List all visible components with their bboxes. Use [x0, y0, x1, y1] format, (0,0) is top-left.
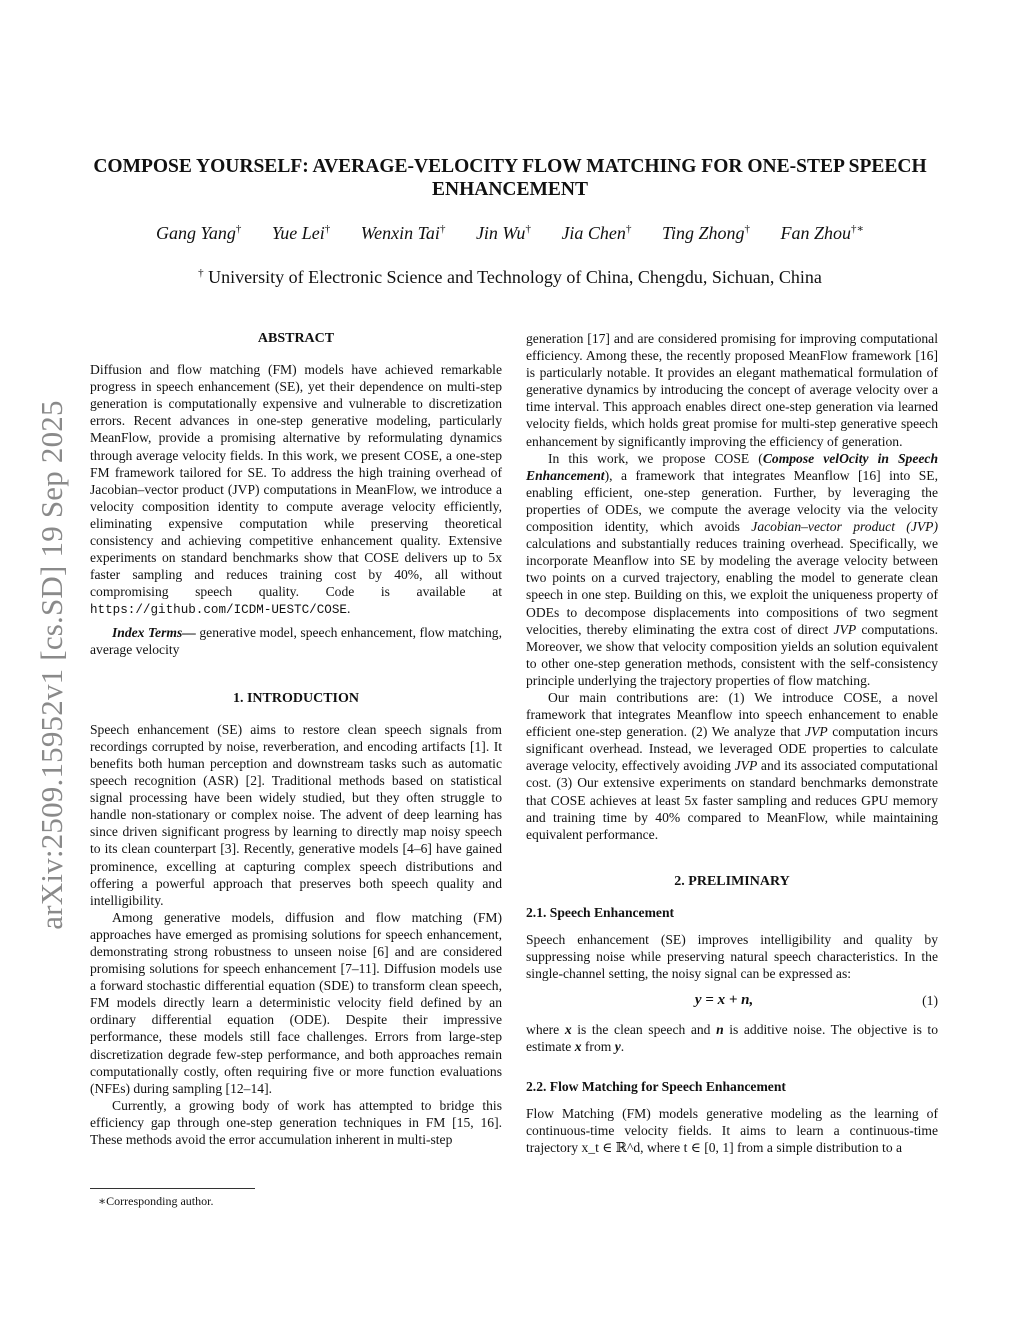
affiliation: † University of Electronic Science and Technology of China, Chengdu, Sichuan, China	[198, 267, 822, 287]
abstract-text: Diffusion and flow matching (FM) models have achieved remarkable progress in speech enhancement (SE), yet their dependence on multi-step generation is computationally expensive and vulnerable to discretization errors. Recent advances in one-step generative modeling, particularly MeanFlow, provide a promising alternative by reformulating dynamics through average velocity fields. In this work, we present COSE, a one-step FM framework tailored for SE. To address the high training overhead of Jacobian–vector product (JVP) computations in MeanFlow, we introduce a velocity composition identity to compute average velocity efficiently, eliminating expensive computation while preserving theoretical consistency and achieving competitive enhancement quality. Extensive experiments on standard benchmarks show that COSE delivers up to 5x faster sampling and reduces training cost by 40%, all without compromising speech quality. Code is available at https://github.com/ICDM-UESTC/COSE.	[90, 362, 502, 618]
equation-1	[526, 992, 938, 1009]
paper-title	[80, 155, 940, 201]
prelim-paragraph-3: Flow Matching (FM) models generative modeling as the learning of continuous-time velocity fields. It aims to learn a continuous-time trajectory x_t ∈ ℝ^d, where t ∈ [0, 1] from a simple distribution to a	[526, 1105, 938, 1155]
author: Gang Yang†	[156, 223, 242, 243]
arxiv-identifier: arXiv:2509.15952v1 [cs.SD] 19 Sep 2025	[34, 400, 69, 930]
intro-paragraph-3: Currently, a growing body of work has attempted to bridge this efficiency gap through one-step generation techniques in FM [15, 16]. These methods avoid the error accumulation inherent in multi-step	[90, 1097, 502, 1148]
footnote: ∗Corresponding author.	[98, 1194, 214, 1208]
author-list	[80, 222, 940, 244]
title-line-2: ENHANCEMENT	[431, 179, 588, 200]
title-line-1: COMPOSE YOURSELF: AVERAGE-VELOCITY FLOW MATCHING FOR ONE-STEP SPEECH	[93, 156, 927, 177]
intro-paragraph-1: Speech enhancement (SE) aims to restore clean speech signals from recordings corrupted by noise, reverberation, and encoding artifacts [1]. It benefits both human perception and downstream tasks such as automatic speech recognition (ASR) [2]. Traditional methods based on statistical signal processing have been widely studied, but they often struggle to handle non-stationary or complex noise. The advent of deep learning has since driven significant progress by learning to directly map noisy speech to its clean counterpart [3]. Recently, generative models [4–6] have gained prominence, excelling at capturing complex speech distributions and offering a powerful approach that preserves both speech quality and intelligibility.	[90, 721, 502, 908]
equation-expression: y = x + n,	[694, 992, 754, 1009]
subsection-2-2: 2.2. Flow Matching for Speech Enhancement	[526, 1078, 786, 1094]
preliminary-heading: 2. PRELIMINARY	[674, 873, 790, 889]
index-terms: Index Terms— generative model, speech enhancement, flow matching, average velocity	[90, 624, 502, 657]
prelim-paragraph-1: Speech enhancement (SE) improves intelligibility and quality by suppressing noise while preserving natural speech characteristics. In the single-channel setting, the noisy signal can be expressed as:	[526, 932, 938, 982]
left-column	[90, 330, 502, 1148]
code-link[interactable]: https://github.com/ICDM-UESTC/COSE	[90, 603, 347, 618]
author: Wenxin Tai†	[360, 223, 446, 243]
subsection-2-1: 2.1. Speech Enhancement	[526, 904, 675, 920]
abstract-heading: ABSTRACT	[257, 331, 335, 346]
footnote-rule	[90, 1188, 255, 1189]
introduction-heading: 1. INTRODUCTION	[232, 690, 359, 706]
intro-paragraph-2: Among generative models, diffusion and flow matching (FM) approaches have emerged as promising solutions for speech enhancement, demonstrating strong robustness to unseen noise [6] and are considered promising solutions for speech enhancement [7–11]. Diffusion models use a forward stochastic differential equation (SDE) to transform clean speech, FM models directly learn a deterministic velocity field defined by an ordinary differential equation (ODE). Despite their impressive performance, these models still face challenges. Errors from large-step discretization degrade few-step performance, and both approaches remain computationally costly, often requiring five or more function evaluations (NFEs) during sampling [12–14].	[90, 909, 502, 1096]
intro-paragraph-6: Our main contributions are: (1) We introduce COSE, a novel framework that integrates Meanflow into speech enhancement to enable efficient one-step generation. (2) We analyze that JVP computation incurs significant overhead. Instead, we leveraged ODE properties to calculate average velocity, effectively avoiding JVP and its associated computational cost. (3) Our extensive experiments on standard benchmarks demonstrate that COSE achieves at least 5x faster sampling and reduces GPU memory and training time by 40% compared to MeanFlow, while maintaining equivalent performance.	[526, 689, 939, 842]
author: Ting Zhong†	[661, 223, 750, 243]
author: Fan Zhou†∗	[780, 223, 864, 243]
intro-paragraph-5: In this work, we propose COSE (Compose velOcity in Speech Enhancement), a framework that integrates Meanflow [16] into SE, enabling efficient, one-step generation. Further, by leveraging the properties of ODEs, we compute the average velocity via the velocity composition identity, which avoids Jacobian–vector product (JVP) calculations and substantially reduces training overhead. Specifically, we incorporate Meanflow into SE by modeling the average velocity between two points on a curved trajectory, enabling the model to generate clean speech in one step. Building on this, we exploit the uniqueness property of ODEs to decompose displacements into compositions of two segment velocities, thereby eliminating the extra cost of direct JVP computations. Moreover, we show that velocity composition yields an solution equivalent to other one-step generation methods, consistent with the self-consistency principle underlying the trajectory properties of flow matching.	[526, 450, 939, 688]
author: Jin Wu†	[475, 223, 531, 243]
intro-paragraph-4: generation [17] and are considered promising for improving computational efficiency. Among these, the recently proposed MeanFlow framework [16] is particularly notable. It provides an elegant mathematical formulation of generative dynamics by introducing the concept of average velocity over a time interval. This approach enables direct one-step generation via learned velocity fields, which holds great promise for multi-step generative speech enhancement by significantly improving the efficiency of generation.	[526, 331, 938, 449]
author: Yue Lei†	[271, 223, 331, 243]
equation-number: (1)	[922, 993, 938, 1009]
right-column	[526, 330, 938, 1156]
prelim-paragraph-2: where x is the clean speech and n is additive noise. The objective is to estimate x from y.	[526, 1022, 939, 1055]
author: Jia Chen†	[561, 223, 632, 243]
